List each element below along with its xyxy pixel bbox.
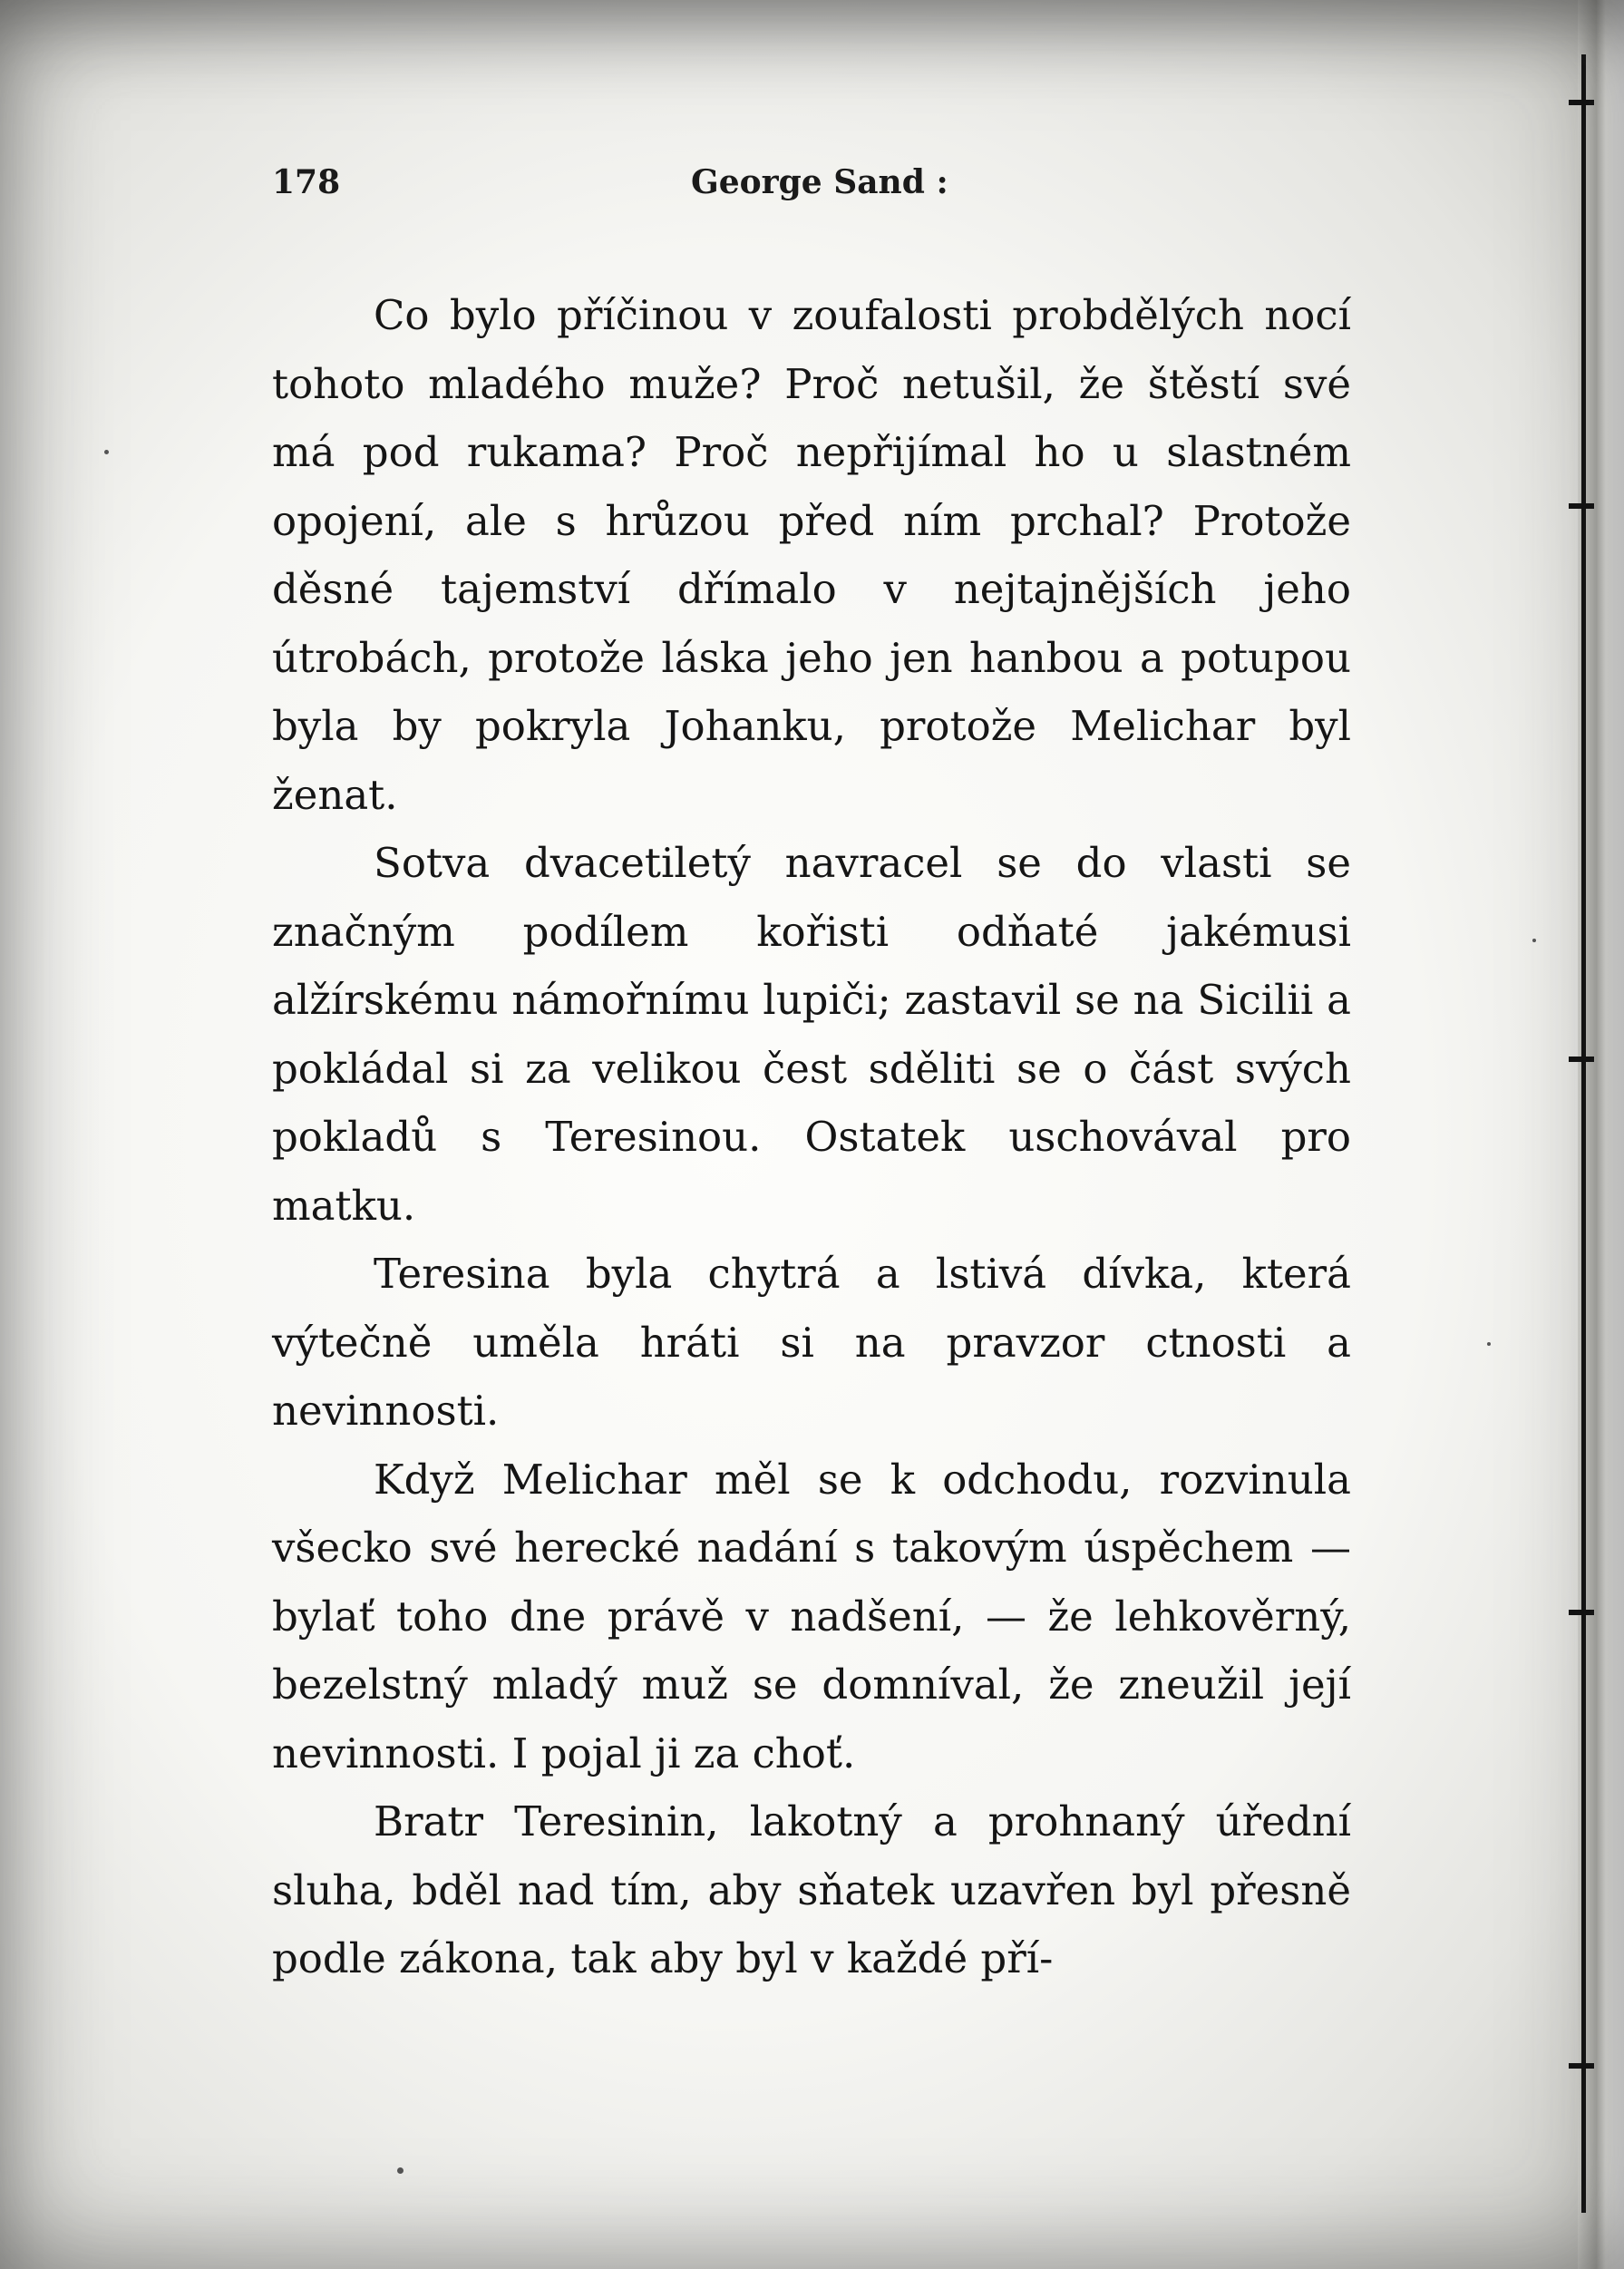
paragraph: Když Melichar měl se k odchodu, rozvinula všecko své herecké nadání s takovým úspěchem — bylať toho dne právě v nadšení, — že lehkověrný, bezelstný mladý muž se domníval, že zneužil její nevinnosti. I pojal ji za choť. xyxy=(272,1455,1351,1777)
binding-mark xyxy=(1569,503,1594,509)
binding-mark xyxy=(1569,1610,1594,1615)
binding-line xyxy=(1581,54,1586,2213)
page-number: 178 xyxy=(272,163,341,201)
paragraph: Sotva dvacetiletý navracel se do vlasti se značným podílem kořisti odňaté jakémusi alžírskému námořnímu lupiči; zastavil se na Sicilii a pokládal si za velikou čest sděliti se o část svých pokladů s Teresinou. Ostatek uschovával pro matku. xyxy=(272,839,1351,1230)
paper-speck xyxy=(104,450,109,454)
binding-mark xyxy=(1569,2063,1594,2069)
paragraph: Teresina byla chytrá a lstivá dívka, která výtečně uměla hráti si na pravzor ctnosti a nevinnosti. xyxy=(272,1250,1351,1435)
paper-speck xyxy=(1532,939,1536,942)
binding-mark xyxy=(1569,1057,1594,1062)
running-head xyxy=(0,163,1624,218)
paragraph: Co bylo příčinou v zoufalosti probdělých nocí tohoto mladého muže? Proč netušil, že štěstí své má pod rukama? Proč nepřijímal ho u slastném opojení, ale s hrůzou před ním prchal? Protože děsné tajemství dřímalo v nejtajnějších jeho útrobách, protože láska jeho jen hanbou a potupou byla by pokryla Johanku, protože Melichar byl ženat. xyxy=(272,291,1351,819)
binding-mark xyxy=(1569,100,1594,105)
body-text xyxy=(272,281,1351,1993)
running-title: George Sand : xyxy=(691,163,948,201)
paragraph: Bratr Teresinin, lakotný a prohnaný úřední sluha, bděl nad tím, aby sňatek uzavřen byl přesně podle zákona, tak aby byl v každé pří- xyxy=(272,1797,1351,1982)
paper-speck xyxy=(397,2167,404,2174)
paper-speck xyxy=(1487,1342,1491,1346)
